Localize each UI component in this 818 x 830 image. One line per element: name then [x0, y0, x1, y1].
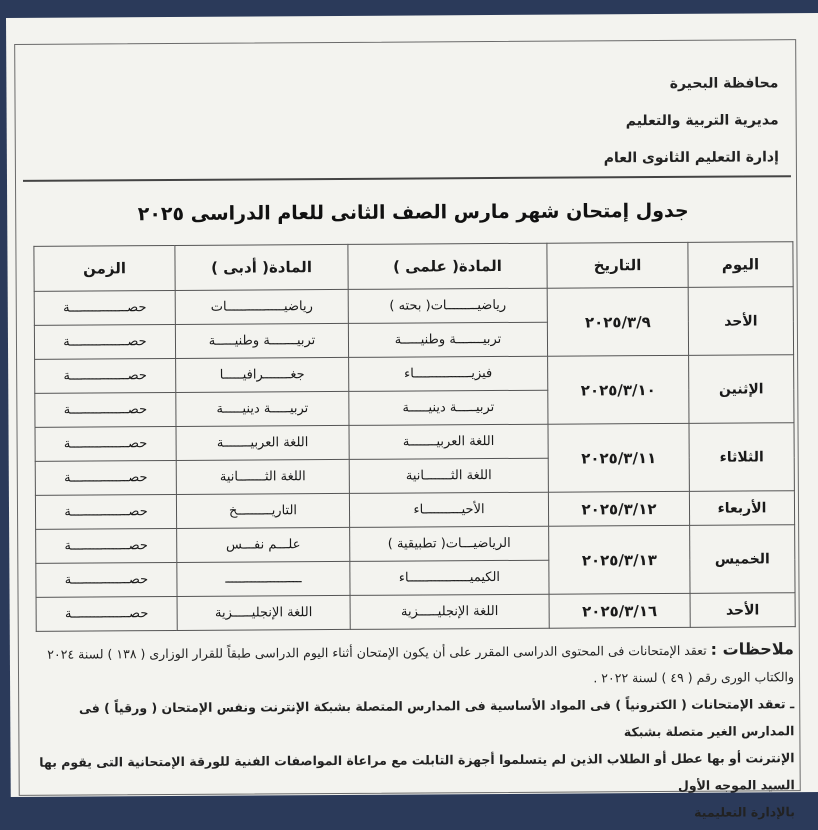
literary-subject-cell: اللغة الإنجليـــــزية — [177, 595, 350, 630]
table-row — [36, 525, 795, 564]
time-cell: حصـــــــــــــــة — [36, 596, 177, 631]
science-subject-cell: اللغة الثـــــــانية — [349, 458, 548, 493]
col-science: المادة( علمى ) — [348, 243, 547, 289]
page-title: جدول إمتحان شهر مارس الصف الثانى للعام الدراسى ٢٠٢٥ — [137, 199, 689, 226]
science-subject-cell: فيزيـــــــــــــــاء — [349, 356, 548, 391]
science-subject-cell: اللغة العربيـــــــة — [349, 424, 548, 459]
notes-paragraph-1: تعقد الإمتحانات فى المحتوى الدراسى المقرر على أن يكون الإمتحان أثناء اليوم الدراسى طبقاً للقرار الوزارى ( ١٣٨ ) لسنة ٢٠٢٤ — [47, 642, 707, 662]
day-cell: الأحد — [688, 287, 793, 356]
date-cell: ٢٠٢٥/٣/١٠ — [548, 355, 689, 424]
day-cell: الأربعاء — [689, 491, 794, 526]
table-row — [34, 287, 793, 326]
science-subject-cell: الرياضيـــات( تطبيقية ) — [350, 526, 549, 561]
time-cell: حصـــــــــــــــة — [35, 494, 176, 529]
directorate-line: مديرية التربية والتعليم — [625, 112, 779, 130]
literary-subject-cell: رياضيـــــــــــــــات — [175, 289, 348, 324]
date-cell: ٢٠٢٥/٣/١٣ — [549, 525, 690, 594]
notes-section — [30, 635, 795, 830]
date-cell: ٢٠٢٥/٣/١١ — [548, 423, 689, 492]
science-subject-cell: اللغة الإنجليـــــزية — [350, 594, 549, 629]
literary-subject-cell: اللغة العربيـــــــة — [176, 425, 349, 460]
col-date: التاريخ — [547, 242, 688, 288]
time-cell: حصـــــــــــــــة — [36, 562, 177, 597]
time-cell: حصـــــــــــــــة — [35, 460, 176, 495]
date-cell: ٢٠٢٥/٣/١٦ — [549, 593, 690, 628]
col-time: الزمن — [34, 245, 175, 291]
table-row — [35, 355, 794, 394]
literary-subject-cell: تربيـــــــة وطنيـــــة — [175, 323, 348, 358]
letterhead — [603, 65, 779, 177]
literary-subject-cell: تربيـــــة دينيـــــة — [176, 391, 349, 426]
date-cell: ٢٠٢٥/٣/١٢ — [548, 491, 689, 526]
table-row — [36, 593, 795, 632]
table-header-row — [34, 242, 793, 292]
col-literary: المادة( أدبى ) — [175, 244, 348, 290]
exam-schedule-table — [33, 241, 795, 632]
time-cell: حصـــــــــــــــة — [35, 358, 176, 393]
science-subject-cell: تربيـــــة دينيـــــة — [349, 390, 548, 425]
day-cell: الثلاثاء — [689, 423, 794, 492]
science-subject-cell: تربيـــــــة وطنيـــــة — [348, 322, 547, 357]
notes-paragraph-5: بالإدارة التعليمية — [694, 804, 795, 820]
time-cell: حصـــــــــــــــة — [35, 392, 176, 427]
science-subject-cell: رياضيــــــــات( بحته ) — [348, 288, 547, 323]
notes-paragraph-4: الإنترنت أو بها عطل أو الطلاب الذين لم يتسلموا أجهزة التابلت مع مراعاة المواصفات الفنية للورقة الإمتحانية التى يقوم بها السيد الموجه الأول — [39, 750, 795, 793]
paper-sheet — [6, 13, 818, 820]
day-cell: الأحد — [690, 593, 795, 628]
table-row — [35, 423, 794, 462]
time-cell: حصـــــــــــــــة — [35, 426, 176, 461]
literary-subject-cell: علـــم نفـــس — [177, 527, 350, 562]
literary-subject-cell: ــــــــــــــــــــ — [177, 561, 350, 596]
time-cell: حصـــــــــــــــة — [34, 324, 175, 359]
notes-paragraph-3: ـ تعقد الإمتحانات ( الكترونياً ) فى المواد الأساسية فى المدارس المتصلة بشبكة الإنترنت ونفس الإمتحان ( ورقياً ) فى المدارس الغير متصلة بشبكة — [78, 696, 795, 740]
literary-subject-cell: جغـــــــرافيـــــا — [176, 357, 349, 392]
administration-line: إدارة التعليم الثانوى العام — [603, 149, 779, 167]
literary-subject-cell: التاريـــــــــخ — [176, 493, 349, 528]
table-row — [35, 491, 794, 530]
time-cell: حصـــــــــــــــة — [36, 528, 177, 563]
notes-heading: ملاحظات : — [710, 639, 794, 659]
date-cell: ٢٠٢٥/٣/٩ — [547, 287, 688, 356]
day-cell: الإثنين — [689, 355, 794, 424]
science-subject-cell: الكيميــــــــــــــــاء — [350, 560, 549, 595]
science-subject-cell: الأحيــــــــــاء — [349, 492, 548, 527]
time-cell: حصـــــــــــــــة — [34, 290, 175, 325]
day-cell: الخميس — [690, 525, 795, 594]
literary-subject-cell: اللغة الثـــــــانية — [176, 459, 349, 494]
governorate-line: محافظة البحيرة — [669, 75, 779, 92]
notes-paragraph-2: والكتاب الورى رقم ( ٤٩ ) لسنة ٢٠٢٢ . — [593, 669, 795, 686]
col-day: اليوم — [688, 242, 793, 288]
